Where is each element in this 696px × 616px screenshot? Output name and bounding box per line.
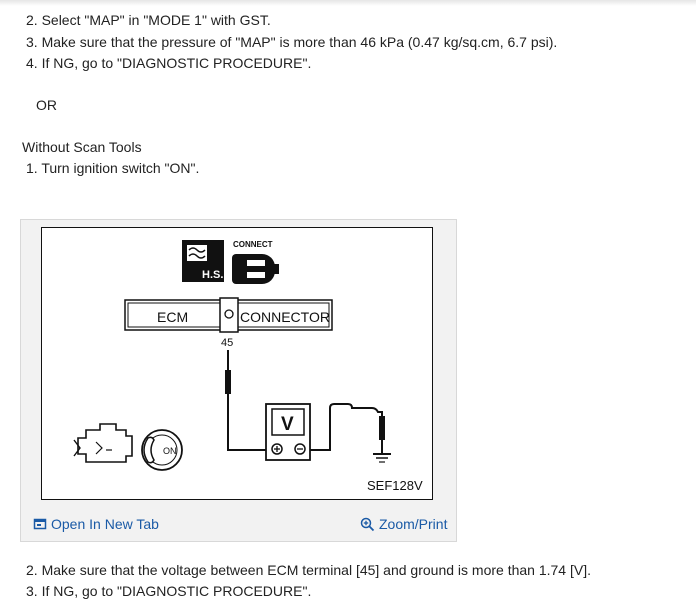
- voltmeter-symbol: V: [281, 414, 294, 435]
- zoom-in-icon: [360, 517, 375, 532]
- step-if-ng: 4. If NG, go to "DIAGNOSTIC PROCEDURE".: [26, 55, 312, 71]
- connector-label: CONNECTOR: [240, 309, 330, 325]
- hs-icon: [182, 240, 224, 282]
- ecm-voltage-diagram: [41, 227, 433, 500]
- or-label: OR: [36, 97, 57, 113]
- ecm-connector-box: [125, 298, 332, 332]
- ecm-label: ECM: [157, 309, 189, 325]
- ignition-key-icon: [142, 430, 182, 470]
- zoom-print-link[interactable]: [360, 516, 447, 532]
- figure-panel: [20, 219, 457, 542]
- step-check-pressure: 3. Make sure that the pressure of "MAP" is more than 46 kPa (0.47 kg/sq.cm, 6.7 psi).: [26, 34, 558, 50]
- step-turn-ignition: 1. Turn ignition switch "ON".: [26, 160, 200, 176]
- step-select-map: 2. Select "MAP" in "MODE 1" with GST.: [26, 12, 271, 28]
- engine-icon: [74, 424, 132, 462]
- diagram-drawing: [42, 228, 431, 498]
- open-new-tab-label: Open In New Tab: [51, 516, 159, 532]
- voltmeter-icon: [266, 404, 310, 460]
- connect-icon: [232, 240, 279, 284]
- hs-label: H.S.: [202, 269, 224, 281]
- open-new-tab-icon: [33, 517, 47, 531]
- connect-label: CONNECT: [233, 240, 273, 249]
- top-shadow-bar: [0, 0, 696, 6]
- step-if-ng-bottom: 3. If NG, go to "DIAGNOSTIC PROCEDURE".: [26, 583, 312, 599]
- ignition-on-label: ON: [163, 446, 177, 456]
- without-scan-tools-heading: Without Scan Tools: [22, 139, 142, 155]
- figure-code: SEF128V: [367, 478, 423, 493]
- step-check-voltage: 2. Make sure that the voltage between ECM terminal [45] and ground is more than 1.74 [V].: [26, 562, 591, 578]
- open-new-tab-link[interactable]: [33, 516, 159, 532]
- terminal-number: 45: [221, 337, 234, 349]
- zoom-print-label: Zoom/Print: [379, 516, 448, 532]
